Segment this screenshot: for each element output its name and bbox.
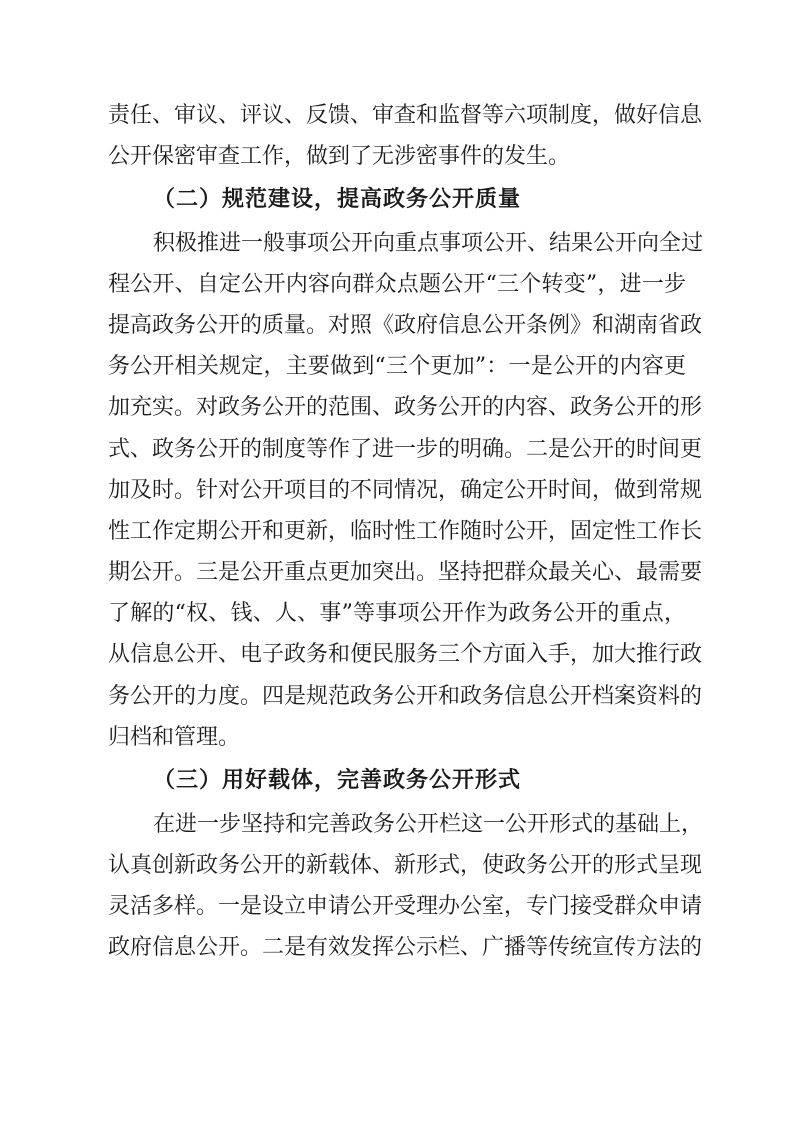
paragraph-1-line-2: 公开保密审查工作，做到了无涉密事件的发生。 xyxy=(108,144,571,169)
paragraph-3-line-2: 认真创新政务公开的新载体、新形式，使政务公开的形式呈现 xyxy=(108,853,703,878)
section-heading-2: （二）规范建设，提高政务公开质量 xyxy=(153,187,522,212)
paragraph-2-line-5: 加充实。对政务公开的范围、政务公开的内容、政务公开的形 xyxy=(108,395,703,420)
paragraph-2-line-10: 了解的“权、钱、人、事”等事项公开作为政务公开的重点， xyxy=(108,601,686,626)
paragraph-3-line-1: 在进一步坚持和完善政务公开栏这一公开形式的基础上， xyxy=(153,812,704,837)
paragraph-3-line-4: 政府信息公开。二是有效发挥公示栏、广播等传统宣传方法的 xyxy=(108,935,703,960)
paragraph-2-line-12: 务公开的力度。四是规范政务公开和政务信息公开档案资料的 xyxy=(108,684,703,709)
paragraph-1-line-1: 责任、审议、评议、反馈、审查和监督等六项制度，做好信息 xyxy=(108,103,703,128)
paragraph-2-line-7: 加及时。针对公开项目的不同情况，确定公开时间，做到常规 xyxy=(108,478,703,503)
section-heading-3: （三）用好载体，完善政务公开形式 xyxy=(153,768,522,793)
paragraph-2-line-11: 从信息公开、电子政务和便民服务三个方面入手，加大推行政 xyxy=(108,642,703,667)
paragraph-2-line-6: 式、政务公开的制度等作了进一步的明确。二是公开的时间更 xyxy=(108,437,703,462)
paragraph-2-line-1: 积极推进一般事项公开向重点事项公开、结果公开向全过 xyxy=(153,231,704,256)
paragraph-2-line-9: 期公开。三是公开重点更加突出。坚持把群众最关心、最需要 xyxy=(108,560,703,585)
paragraph-3-line-3: 灵活多样。一是设立申请公开受理办公室，专门接受群众申请 xyxy=(108,894,703,919)
paragraph-2-line-4: 务公开相关规定，主要做到“三个更加”：一是公开的内容更 xyxy=(108,354,686,379)
paragraph-2-line-2: 程公开、自定公开内容向群众点题公开“三个转变”，进一步 xyxy=(108,272,686,297)
paragraph-2-line-8: 性工作定期公开和更新，临时性工作随时公开，固定性工作长 xyxy=(108,519,703,544)
paragraph-2-line-13: 归档和管理。 xyxy=(108,725,241,750)
paragraph-2-line-3: 提高政务公开的质量。对照《政府信息公开条例》和湖南省政 xyxy=(108,313,703,338)
